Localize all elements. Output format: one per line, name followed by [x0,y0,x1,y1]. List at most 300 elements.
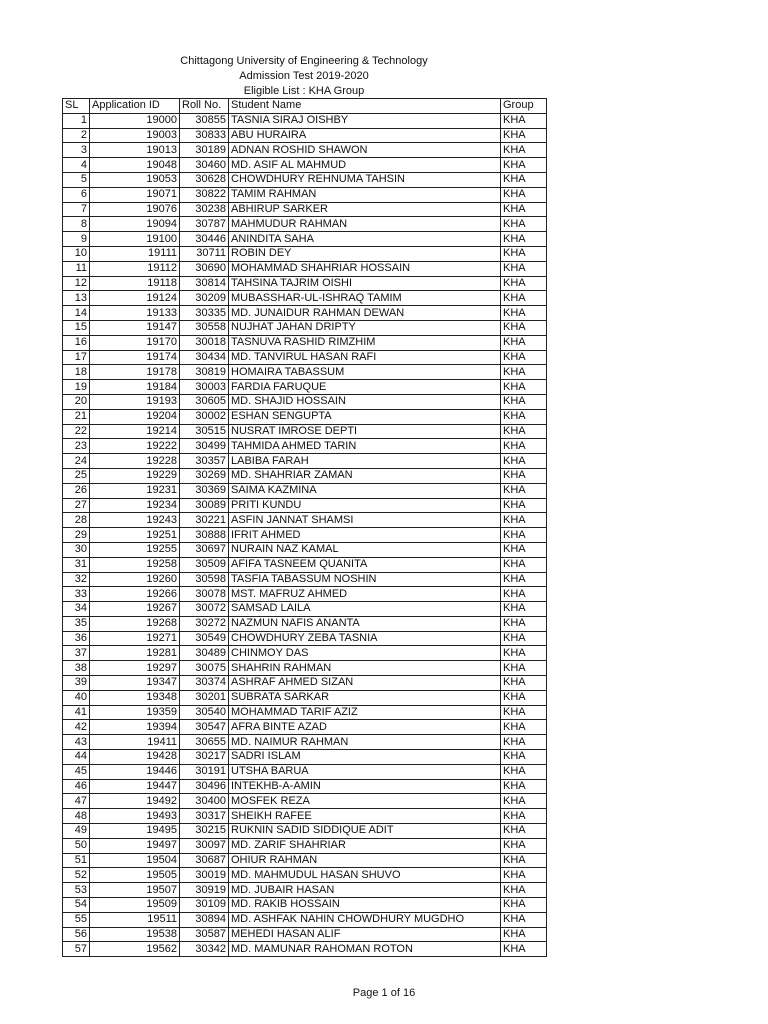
application-id-cell: 19493 [90,809,180,824]
table-row [63,320,547,335]
student-name-cell: ESHAN SENGUPTA [229,409,501,424]
application-id-cell: 19255 [90,542,180,557]
roll-no-cell: 30598 [180,572,229,587]
roll-no-cell: 30687 [180,853,229,868]
student-name-cell: TASNIA SIRAJ OISHBY [229,113,501,128]
table-row [63,853,547,868]
roll-no-cell: 30855 [180,113,229,128]
sl-cell: 2 [63,128,90,143]
table-row [63,217,547,232]
table-row [63,690,547,705]
roll-no-cell: 30515 [180,424,229,439]
table-row [63,676,547,691]
student-name-cell: SAIMA KAZMINA [229,483,501,498]
roll-no-cell: 30587 [180,927,229,942]
table-row [63,172,547,187]
application-id-cell: 19193 [90,394,180,409]
table-row [63,513,547,528]
sl-cell: 41 [63,705,90,720]
student-name-cell: MD. JUNAIDUR RAHMAN DEWAN [229,306,501,321]
sl-cell: 56 [63,927,90,942]
page-number: Page 1 of 16 [352,987,416,999]
table-row [63,898,547,913]
sl-cell: 6 [63,187,90,202]
group-cell: KHA [501,365,547,380]
table-row [63,380,547,395]
roll-no-cell: 30489 [180,646,229,661]
table-row [63,824,547,839]
table-row [63,587,547,602]
group-cell: KHA [501,557,547,572]
group-cell: KHA [501,128,547,143]
sl-cell: 17 [63,350,90,365]
application-id-cell: 19492 [90,794,180,809]
roll-no-cell: 30460 [180,158,229,173]
student-name-cell: MOHAMMAD TARIF AZIZ [229,705,501,720]
application-id-cell: 19511 [90,912,180,927]
table-row [63,868,547,883]
roll-no-cell: 30335 [180,306,229,321]
sl-cell: 48 [63,809,90,824]
table-row [63,409,547,424]
student-name-cell: LABIBA FARAH [229,454,501,469]
table-row [63,942,547,957]
sl-cell: 10 [63,246,90,261]
sl-cell: 16 [63,335,90,350]
roll-no-cell: 30217 [180,750,229,765]
sl-cell: 42 [63,720,90,735]
application-id-cell: 19268 [90,616,180,631]
table-row [63,602,547,617]
sl-cell: 51 [63,853,90,868]
sl-cell: 52 [63,868,90,883]
sl-cell: 12 [63,276,90,291]
student-name-cell: MAHMUDUR RAHMAN [229,217,501,232]
application-id-cell: 19297 [90,661,180,676]
table-row [63,735,547,750]
group-cell: KHA [501,853,547,868]
table-row [63,779,547,794]
table-row [63,439,547,454]
roll-no-cell: 30002 [180,409,229,424]
student-name-cell: MD. SHAJID HOSSAIN [229,394,501,409]
sl-cell: 7 [63,202,90,217]
student-name-cell: NAZMUN NAFIS ANANTA [229,616,501,631]
table-row [63,113,547,128]
table-row [63,350,547,365]
student-name-cell: NUJHAT JAHAN DRIPTY [229,320,501,335]
group-cell: KHA [501,261,547,276]
group-cell: KHA [501,468,547,483]
student-name-cell: CHOWDHURY REHNUMA TAHSIN [229,172,501,187]
group-cell: KHA [501,232,547,247]
group-cell: KHA [501,202,547,217]
table-row [63,276,547,291]
sl-cell: 38 [63,661,90,676]
group-cell: KHA [501,764,547,779]
roll-no-cell: 30697 [180,542,229,557]
student-name-cell: MD. ZARIF SHAHRIAR [229,838,501,853]
group-cell: KHA [501,898,547,913]
table-body [63,113,547,956]
sl-cell: 44 [63,750,90,765]
roll-no-cell: 30189 [180,143,229,158]
table-row [63,158,547,173]
application-id-cell: 19133 [90,306,180,321]
roll-no-cell: 30238 [180,202,229,217]
application-id-cell: 19003 [90,128,180,143]
student-name-cell: TAHMIDA AHMED TARIN [229,439,501,454]
sl-cell: 29 [63,528,90,543]
table-row [63,246,547,261]
roll-no-cell: 30547 [180,720,229,735]
application-id-cell: 19174 [90,350,180,365]
sl-cell: 40 [63,690,90,705]
student-name-cell: MD. JUBAIR HASAN [229,883,501,898]
student-name-cell: CHINMOY DAS [229,646,501,661]
roll-no-cell: 30072 [180,602,229,617]
group-cell: KHA [501,868,547,883]
roll-no-cell: 30075 [180,661,229,676]
application-id-cell: 19112 [90,261,180,276]
student-name-cell: IFRIT AHMED [229,528,501,543]
sl-cell: 35 [63,616,90,631]
group-cell: KHA [501,158,547,173]
application-id-cell: 19266 [90,587,180,602]
sl-cell: 1 [63,113,90,128]
sl-cell: 50 [63,838,90,853]
student-name-cell: FARDIA FARUQUE [229,380,501,395]
group-cell: KHA [501,661,547,676]
application-id-cell: 19178 [90,365,180,380]
group-cell: KHA [501,320,547,335]
application-id-cell: 19147 [90,320,180,335]
group-cell: KHA [501,705,547,720]
application-id-cell: 19271 [90,631,180,646]
application-id-cell: 19260 [90,572,180,587]
column-header-application-id: Application ID [90,99,180,114]
application-id-cell: 19234 [90,498,180,513]
student-name-cell: MOHAMMAD SHAHRIAR HOSSAIN [229,261,501,276]
sl-cell: 55 [63,912,90,927]
sl-cell: 14 [63,306,90,321]
application-id-cell: 19562 [90,942,180,957]
application-id-cell: 19495 [90,824,180,839]
application-id-cell: 19071 [90,187,180,202]
application-id-cell: 19394 [90,720,180,735]
table-row [63,809,547,824]
application-id-cell: 19094 [90,217,180,232]
table-row [63,646,547,661]
table-row [63,705,547,720]
sl-cell: 28 [63,513,90,528]
roll-no-cell: 30003 [180,380,229,395]
sl-cell: 39 [63,676,90,691]
application-id-cell: 19428 [90,750,180,765]
application-id-cell: 19411 [90,735,180,750]
student-name-cell: MST. MAFRUZ AHMED [229,587,501,602]
application-id-cell: 19214 [90,424,180,439]
roll-no-cell: 30400 [180,794,229,809]
student-name-cell: ASHRAF AHMED SIZAN [229,676,501,691]
application-id-cell: 19509 [90,898,180,913]
sl-cell: 15 [63,320,90,335]
sl-cell: 19 [63,380,90,395]
group-cell: KHA [501,794,547,809]
student-name-cell: NUSRAT IMROSE DEPTI [229,424,501,439]
student-name-cell: TAHSINA TAJRIM OISHI [229,276,501,291]
group-cell: KHA [501,720,547,735]
group-cell: KHA [501,750,547,765]
table-row [63,232,547,247]
roll-no-cell: 30269 [180,468,229,483]
student-name-cell: TASNUVA RASHID RIMZHIM [229,335,501,350]
roll-no-cell: 30888 [180,528,229,543]
group-cell: KHA [501,394,547,409]
application-id-cell: 19228 [90,454,180,469]
roll-no-cell: 30690 [180,261,229,276]
group-cell: KHA [501,779,547,794]
application-id-cell: 19359 [90,705,180,720]
group-cell: KHA [501,172,547,187]
roll-no-cell: 30221 [180,513,229,528]
student-name-cell: TAMIM RAHMAN [229,187,501,202]
table-row [63,883,547,898]
table-row [63,528,547,543]
student-name-cell: TASFIA TABASSUM NOSHIN [229,572,501,587]
student-name-cell: SHAHRIN RAHMAN [229,661,501,676]
group-cell: KHA [501,572,547,587]
sl-cell: 36 [63,631,90,646]
roll-no-cell: 30201 [180,690,229,705]
roll-no-cell: 30509 [180,557,229,572]
roll-no-cell: 30814 [180,276,229,291]
eligible-list-table [62,98,547,957]
roll-no-cell: 30558 [180,320,229,335]
student-name-cell: SAMSAD LAILA [229,602,501,617]
group-cell: KHA [501,187,547,202]
group-cell: KHA [501,335,547,350]
table-row [63,261,547,276]
roll-no-cell: 30215 [180,824,229,839]
group-cell: KHA [501,542,547,557]
table-row [63,335,547,350]
application-id-cell: 19118 [90,276,180,291]
sl-cell: 33 [63,587,90,602]
student-name-cell: INTEKHB-A-AMIN [229,779,501,794]
application-id-cell: 19348 [90,690,180,705]
student-name-cell: MD. ASHFAK NAHIN CHOWDHURY MUGDHO [229,912,501,927]
table-row [63,483,547,498]
student-name-cell: MOSFEK REZA [229,794,501,809]
sl-cell: 57 [63,942,90,957]
table-row [63,572,547,587]
roll-no-cell: 30357 [180,454,229,469]
sl-cell: 22 [63,424,90,439]
sl-cell: 11 [63,261,90,276]
group-cell: KHA [501,409,547,424]
list-title: Eligible List : KHA Group [243,85,365,97]
student-name-cell: MD. NAIMUR RAHMAN [229,735,501,750]
roll-no-cell: 30078 [180,587,229,602]
sl-cell: 26 [63,483,90,498]
table-row [63,498,547,513]
group-cell: KHA [501,424,547,439]
application-id-cell: 19053 [90,172,180,187]
roll-no-cell: 30446 [180,232,229,247]
sl-cell: 27 [63,498,90,513]
roll-no-cell: 30540 [180,705,229,720]
roll-no-cell: 30655 [180,735,229,750]
student-name-cell: MD. MAMUNAR RAHOMAN ROTON [229,942,501,957]
roll-no-cell: 30272 [180,616,229,631]
application-id-cell: 19347 [90,676,180,691]
sl-cell: 21 [63,409,90,424]
group-cell: KHA [501,883,547,898]
sl-cell: 23 [63,439,90,454]
application-id-cell: 19111 [90,246,180,261]
student-name-cell: MD. MAHMUDUL HASAN SHUVO [229,868,501,883]
group-cell: KHA [501,380,547,395]
application-id-cell: 19100 [90,232,180,247]
group-cell: KHA [501,646,547,661]
group-cell: KHA [501,616,547,631]
group-cell: KHA [501,498,547,513]
sl-cell: 5 [63,172,90,187]
group-cell: KHA [501,276,547,291]
table-row [63,202,547,217]
table-row [63,306,547,321]
roll-no-cell: 30605 [180,394,229,409]
sl-cell: 37 [63,646,90,661]
roll-no-cell: 30822 [180,187,229,202]
group-cell: KHA [501,587,547,602]
sl-cell: 53 [63,883,90,898]
application-id-cell: 19204 [90,409,180,424]
sl-cell: 3 [63,143,90,158]
roll-no-cell: 30209 [180,291,229,306]
group-cell: KHA [501,513,547,528]
group-cell: KHA [501,113,547,128]
student-name-cell: NURAIN NAZ KAMAL [229,542,501,557]
student-name-cell: PRITI KUNDU [229,498,501,513]
roll-no-cell: 30496 [180,779,229,794]
student-name-cell: MD. TANVIRUL HASAN RAFI [229,350,501,365]
roll-no-cell: 30097 [180,838,229,853]
student-name-cell: RUKNIN SADID SIDDIQUE ADIT [229,824,501,839]
roll-no-cell: 30019 [180,868,229,883]
student-name-cell: OHIUR RAHMAN [229,853,501,868]
test-title: Admission Test 2019-2020 [239,70,369,82]
table-row [63,424,547,439]
student-name-cell: ASFIN JANNAT SHAMSI [229,513,501,528]
group-cell: KHA [501,735,547,750]
application-id-cell: 19243 [90,513,180,528]
application-id-cell: 19222 [90,439,180,454]
roll-no-cell: 30549 [180,631,229,646]
roll-no-cell: 30109 [180,898,229,913]
table-row [63,365,547,380]
student-name-cell: ABU HURAIRA [229,128,501,143]
student-name-cell: SHEIKH RAFEE [229,809,501,824]
group-cell: KHA [501,246,547,261]
table-row [63,794,547,809]
group-cell: KHA [501,809,547,824]
student-name-cell: MD. ASIF AL MAHMUD [229,158,501,173]
group-cell: KHA [501,676,547,691]
table-row [63,720,547,735]
roll-no-cell: 30089 [180,498,229,513]
application-id-cell: 19124 [90,291,180,306]
group-cell: KHA [501,838,547,853]
sl-cell: 9 [63,232,90,247]
application-id-cell: 19076 [90,202,180,217]
group-cell: KHA [501,912,547,927]
table-header-row [63,99,547,114]
group-cell: KHA [501,306,547,321]
table-row [63,912,547,927]
table-row [63,394,547,409]
student-name-cell: ANINDITA SAHA [229,232,501,247]
application-id-cell: 19231 [90,483,180,498]
table-row [63,927,547,942]
table-row [63,542,547,557]
student-name-cell: SUBRATA SARKAR [229,690,501,705]
table-row [63,143,547,158]
application-id-cell: 19258 [90,557,180,572]
roll-no-cell: 30369 [180,483,229,498]
table-row [63,187,547,202]
student-name-cell: HOMAIRA TABASSUM [229,365,501,380]
table-row [63,557,547,572]
student-name-cell: AFRA BINTE AZAD [229,720,501,735]
table-row [63,764,547,779]
application-id-cell: 19538 [90,927,180,942]
table-row [63,454,547,469]
application-id-cell: 19507 [90,883,180,898]
sl-cell: 31 [63,557,90,572]
sl-cell: 18 [63,365,90,380]
roll-no-cell: 30819 [180,365,229,380]
group-cell: KHA [501,927,547,942]
roll-no-cell: 30342 [180,942,229,957]
group-cell: KHA [501,602,547,617]
student-name-cell: ABHIRUP SARKER [229,202,501,217]
application-id-cell: 19170 [90,335,180,350]
student-name-cell: ROBIN DEY [229,246,501,261]
group-cell: KHA [501,631,547,646]
sl-cell: 8 [63,217,90,232]
sl-cell: 24 [63,454,90,469]
group-cell: KHA [501,528,547,543]
application-id-cell: 19446 [90,764,180,779]
group-cell: KHA [501,291,547,306]
roll-no-cell: 30919 [180,883,229,898]
application-id-cell: 19497 [90,838,180,853]
student-name-cell: MD. RAKIB HOSSAIN [229,898,501,913]
sl-cell: 30 [63,542,90,557]
group-cell: KHA [501,454,547,469]
group-cell: KHA [501,350,547,365]
roll-no-cell: 30833 [180,128,229,143]
sl-cell: 46 [63,779,90,794]
document-header [62,54,546,99]
student-name-cell: MEHEDI HASAN ALIF [229,927,501,942]
application-id-cell: 19505 [90,868,180,883]
table-row [63,750,547,765]
university-title: Chittagong University of Engineering & Technology [180,55,428,67]
application-id-cell: 19000 [90,113,180,128]
